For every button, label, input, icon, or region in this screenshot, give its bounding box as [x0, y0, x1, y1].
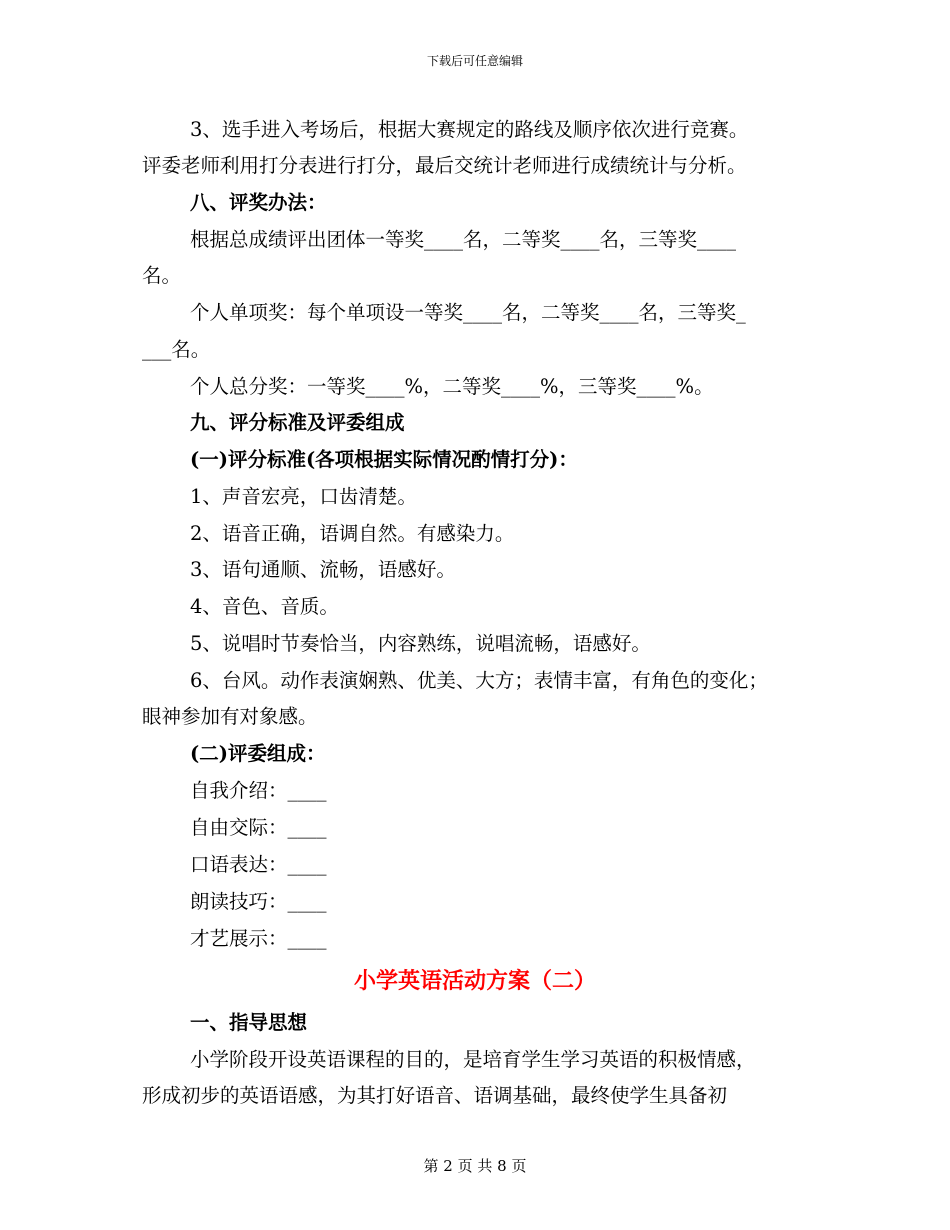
text-line: 个人总分奖：一等奖____%，二等奖____%，三等奖____%。 — [190, 375, 714, 398]
list-item: 3、语句通顺、流畅，语感好。 — [190, 558, 456, 581]
text-line: 形成初步的英语语感，为其打好语音、语调基础，最终使学生具备初 — [142, 1084, 728, 1107]
list-item: 4、音色、音质。 — [190, 595, 339, 618]
section-heading: 九、评分标准及评委组成 — [190, 411, 405, 434]
list-item: 2、语音正确，语调自然。有感染力。 — [190, 522, 515, 545]
section-heading: 一、指导思想 — [190, 1011, 308, 1034]
document-section-title: 小学英语活动方案（二） — [353, 968, 596, 994]
form-field-line: 朗读技巧：____ — [190, 890, 327, 913]
text-line: 小学阶段开设英语课程的目的，是培育学生学习英语的积极情感， — [190, 1048, 756, 1071]
form-field-line: 自我介绍：____ — [190, 779, 327, 802]
form-field-line: 自由交际：____ — [190, 816, 327, 839]
text-line: 个人单项奖：每个单项设一等奖____名，二等奖____名，三等奖_ — [190, 301, 746, 324]
text-line: 眼神参加有对象感。 — [142, 705, 318, 728]
page-footer: 第 2 页 共 8 页 — [423, 1157, 527, 1175]
text-line: ___名。 — [142, 338, 211, 361]
form-field-line: 才艺展示：____ — [190, 927, 327, 950]
list-item: 5、说唱时节奏恰当，内容熟练，说唱流畅，语感好。 — [190, 632, 651, 655]
text-line: 名。 — [142, 264, 182, 287]
text-line: 评委老师利用打分表进行打分，最后交统计老师进行成绩统计与分析。 — [142, 154, 747, 177]
list-item: 1、声音宏亮，口齿清楚。 — [190, 485, 417, 508]
list-item: 6、台风。动作表演娴熟、优美、大方；表情丰富，有角色的变化； — [190, 669, 768, 692]
section-heading: 八、评奖办法： — [190, 191, 327, 214]
page-header: 下载后可任意编辑 — [426, 54, 523, 68]
text-line: 3、选手进入考场后，根据大赛规定的路线及顺序依次进行竞赛。 — [190, 118, 749, 141]
text-line: 根据总成绩评出团体一等奖____名，二等奖____名，三等奖____ — [190, 228, 737, 251]
subsection-heading: (二)评委组成： — [190, 742, 326, 765]
subsection-heading: (一)评分标准(各项根据实际情况酌情打分)： — [190, 448, 578, 471]
form-field-line: 口语表达：____ — [190, 853, 327, 876]
